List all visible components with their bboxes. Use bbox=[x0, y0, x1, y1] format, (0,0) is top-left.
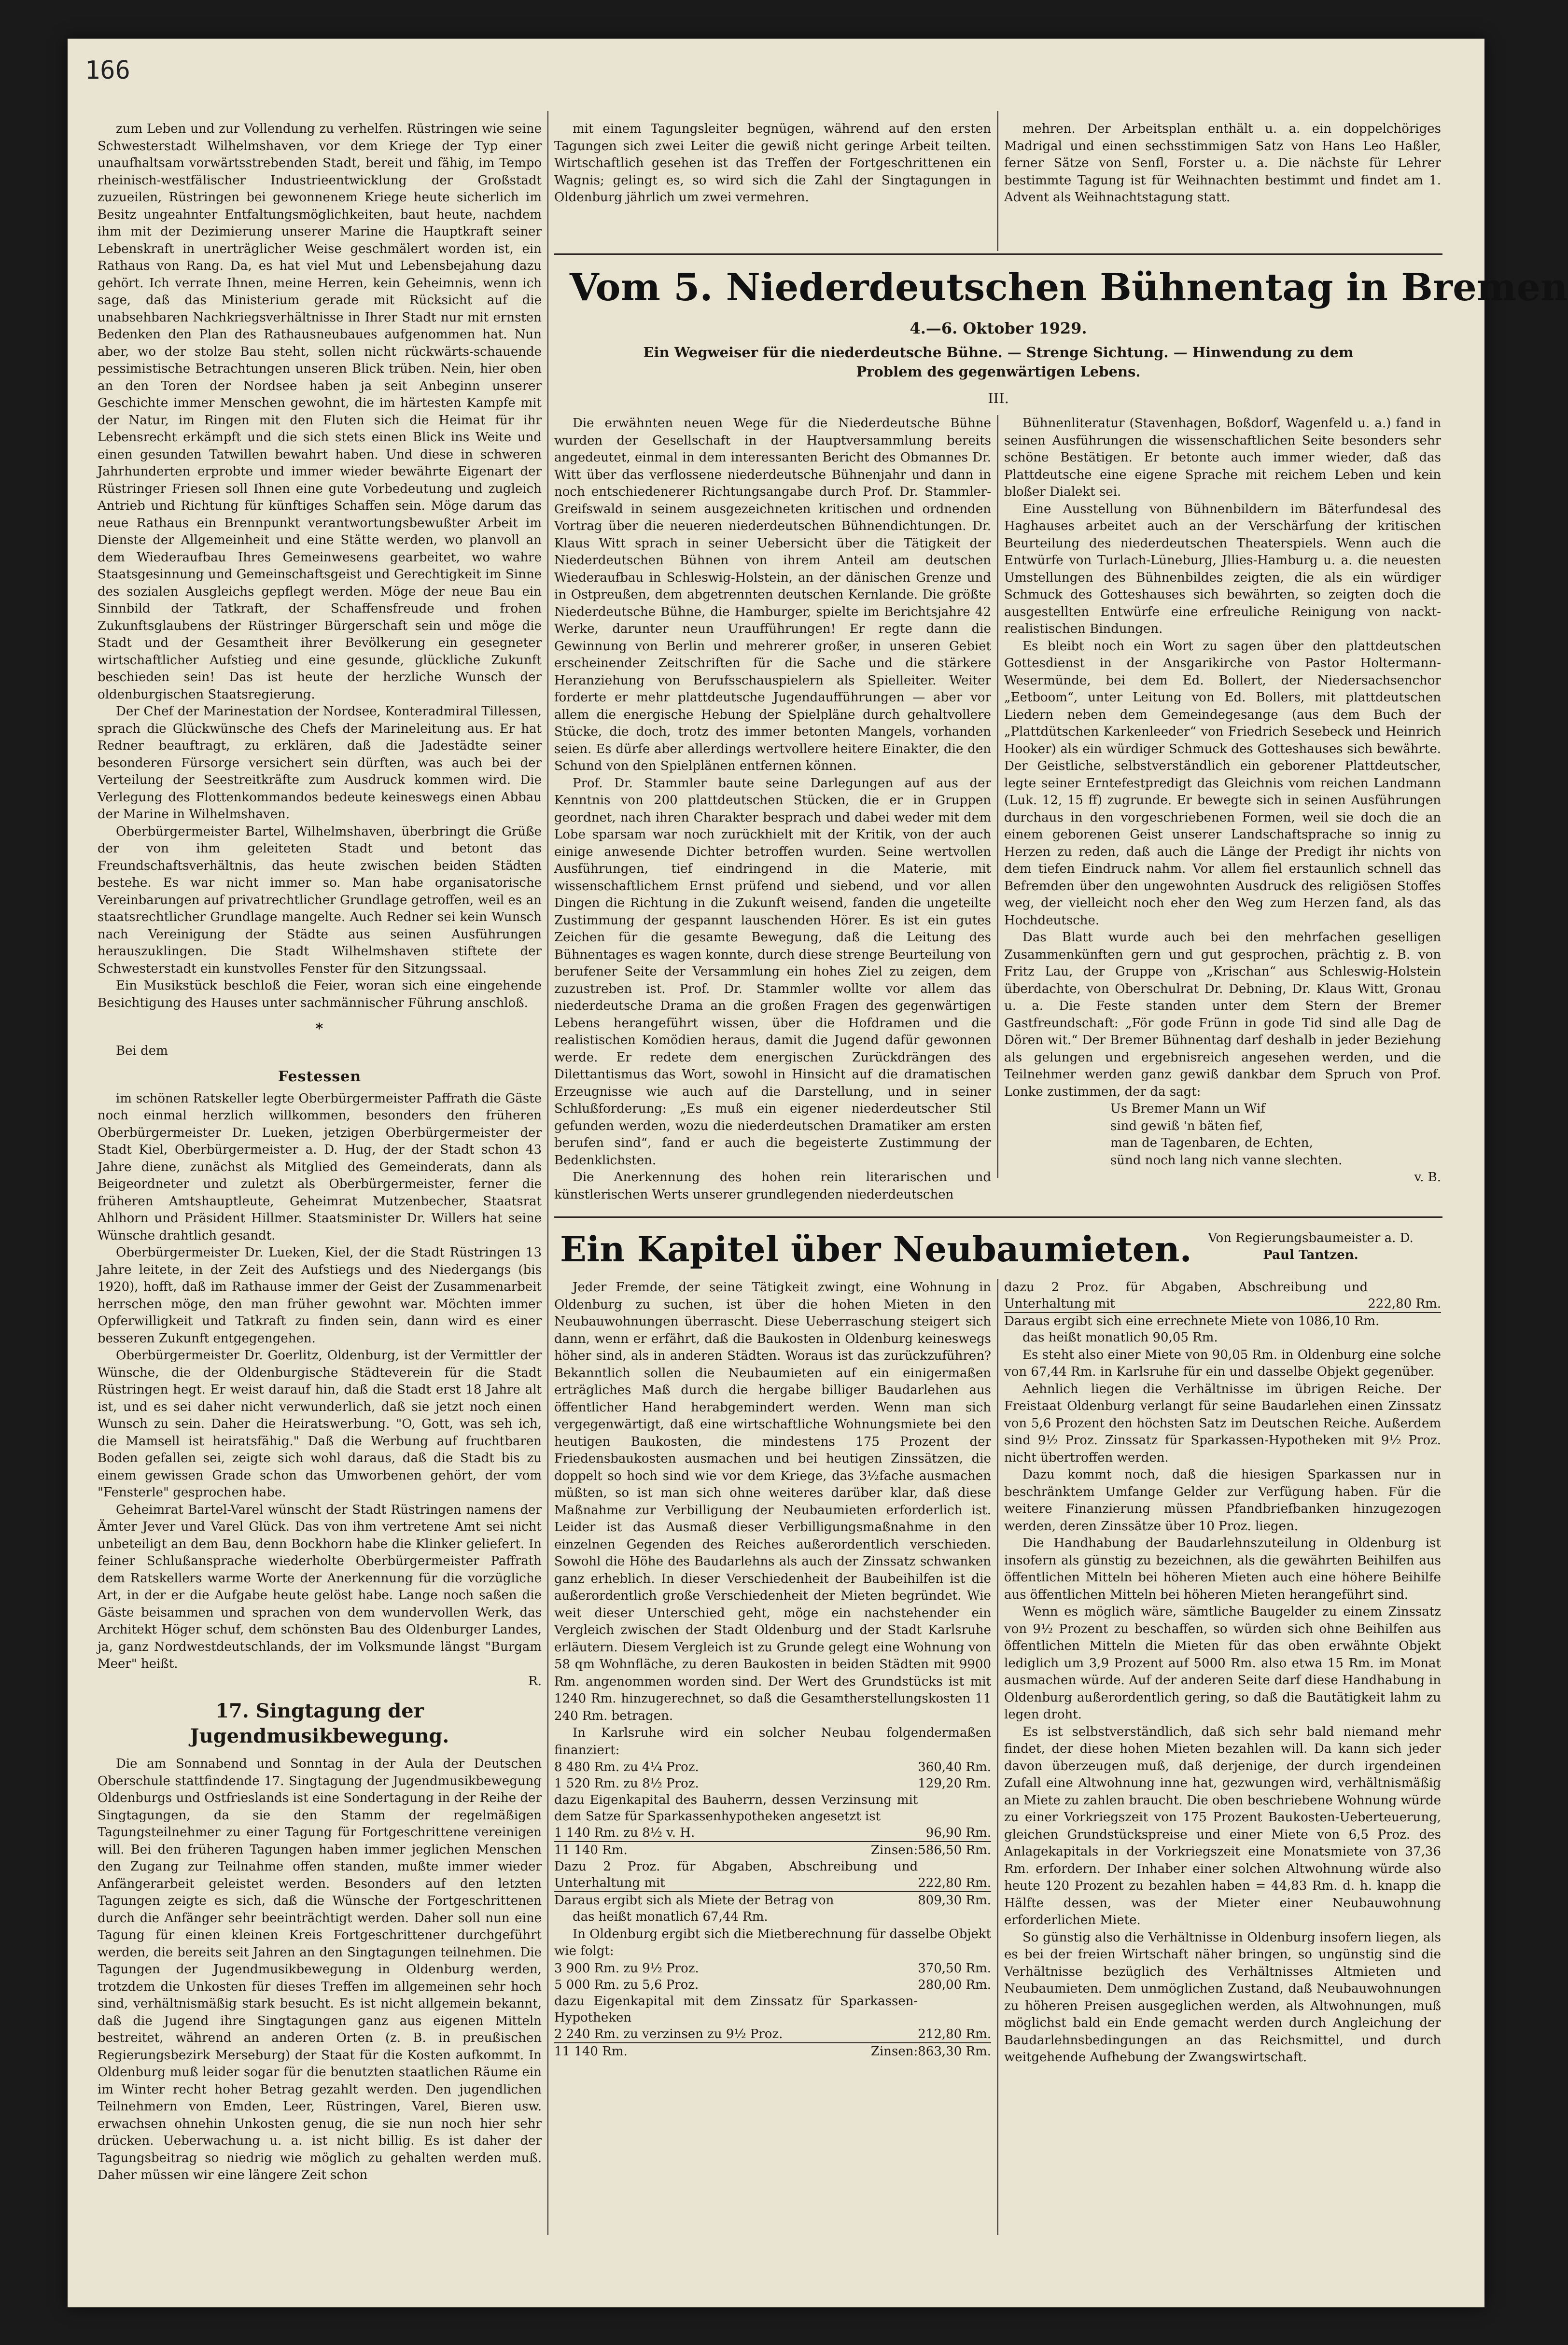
table-row: 11 140 Rm. Zinsen: 863,30 Rm. bbox=[554, 2043, 991, 2060]
paragraph: So günstig also die Verhältnisse in Oldenburg insofern liegen, als es bei der freien Wirtschaft näher bringen, so ungünstig sind die Verhältnisse bezüglich des Verhältnisses Altmieten und Neubaumieten. Dem unmöglichen Zustand, daß Neubauwohnungen zu höheren Preisen ausgeglichen werden, als Altwohnungen, muß möglichst bald ein Ende gemacht werden durch Angleichung der Baudarlehnsbedingungen an das Reichsmittel, und durch weitgehende Aufhebung der Zwangswirtschaft. bbox=[1004, 1930, 1441, 2065]
paragraph: Oberbürgermeister Bartel, Wilhelmshaven, überbringt die Grüße der von ihm geleiteten Stadt und betont das Freundschaftsverhältnis, das heute zwischen beiden Städten bestehe. Es war nicht immer so. Man habe organisatorische Vereinbarungen auf privatrechtlicher Grundlage getroffen, weil es an staatsrechtlicher Grundlage mangelte. Auch Redner sei kein Wunsch nach Vereinigung der Städte aus seinen Ausführungen herauszuklingen. Die Stadt Wilhelmshaven stiftete der Schwesterstadt ein kunstvolles Fenster für den Sitzungssaal. bbox=[98, 824, 542, 976]
article1-right bbox=[1004, 415, 1441, 1185]
signature: R. bbox=[528, 1674, 542, 1689]
divider-star: * bbox=[315, 1020, 324, 1037]
paragraph: Der Chef der Marinestation der Nordsee, Konteradmiral Tillessen, sprach die Glückwünsche des Chefs der Marineleitung aus. Er hat Redner beauftragt, zu erklären, daß die Jadestädte seiner besonderen Fürsorge versichert sein dürften, was auch bei der Verteilung der Seestreitkräfte zum Ausdruck kommen wird. Die Verlegung des Flottenkommandos bedeute keineswegs einen Abbau der Marine in Wilhelmshaven. bbox=[98, 704, 542, 822]
paragraph: das heißt monatlich 67,44 Rm. bbox=[573, 1910, 768, 1924]
finance-table-karlsruhe bbox=[554, 1759, 991, 1909]
finance-table-oldenburg-cont bbox=[1004, 1279, 1441, 1329]
paragraph: mit einem Tagungsleiter begnügen, während auf den ersten Tagungen sich zwei Leiter die gewiß nicht geringe Arbeit teilten. Wirtschaftlich gesehen ist das Treffen der Fortgeschrittenen ein Wagnis; gelingt es, so wird sich die Zahl der Singtagungen in Oldenburg jährlich um zwei vermehren. bbox=[554, 122, 991, 205]
paragraph: Es steht also einer Miete von 90,05 Rm. in Oldenburg eine solche von 67,44 Rm. in Karlsruhe für ein und dasselbe Objekt gegenüber. bbox=[1004, 1347, 1441, 1379]
paragraph: mehren. Der Arbeitsplan enthält u. a. ein doppelchöriges Madrigal und einen sechsstimmigen Satz von Hans Leo Haßler, ferner Sätze von Senfl, Forster u. a. Die nächste für Lehrer bestimmte Tagung ist für Weihnachten bestimmt und findet am 1. Advent als Weihnachtstagung statt. bbox=[1004, 122, 1441, 205]
paragraph: Das Blatt wurde auch bei den mehrfachen geselligen Zusammenkünften gern und gut gesprochen, prächtig z. B. von Fritz Lau, der Gruppe von „Krischan“ aus Schleswig-Holstein überdachte, von Oberschulrat Dr. Debning, Dr. Klaus Witt, Gronau u. a. Die Feste standen unter dem Stern der Bremer Gastfreundschaft: „För gode Frünn in gode Tid sind alle Dag de Dören wit.“ Der Bremer Bühnentag darf deshalb in jeder Beziehung als gelungen und ergebnisreich angesehen werden, und die Teilnehmer werden ganz gewiß dankbar dem Spruch von Prof. Lonke zustimmen, der da sagt: bbox=[1004, 930, 1441, 1099]
paragraph: Die am Sonnabend und Sonntag in der Aula der Deutschen Oberschule stattfindende 17. Singtagung der Jugendmusikbewegung Oldenburgs und Ostfrieslands ist eine Sondertagung in der Reihe der Singtagungen, da sie den Stamm der regelmäßigen Tagungsteilnehmer zu einer Tagung für Fortgeschrittene vereinigen will. Bei den früheren Tagungen haben immer jeglichen Menschen den Zugang zur Teilnahme offen standen, mußte immer wieder Anfängerarbeit geleistet werden. Besonders auf den letzten Tagungen zeigte es sich, daß die Wünsche der Fortgeschrittenen durch die Anfänger sehr beeinträchtigt werden. Daher soll nun eine Tagung für einen kleinen Kreis Fortgeschrittener durchgeführt werden, die bereits seit Jahren an den Singtagungen teilnehmen. Die Tagungen der Jugendmusikbewegung in Oldenburg werden, trotzdem die Unkosten für dieses Treffen im allgemeinen sehr hoch sind, verhältnismäßig stark besucht. Es ist nicht allgemein bekannt, daß die Jugend ihre Singtagungen ganz aus eigenen Mitteln bestreitet, während an anderen Orten (z. B. in preußischen Regierungsbezirk Merseburg) der Staat für die Kosten aufkommt. In Oldenburg muß leider sogar für die benutzten staatlichen Räume ein im Winter recht hoher Betrag gezahlt werden. Den jugendlichen Teilnehmern von Emden, Leer, Rüstringen, Varel, Bieren usw. erwachsen ohnehin Unkosten genug, die sie nun noch hier sehr drücken. Ueberwachung u. a. ist nicht billig. Es ist daher der Tagungsbeitrag so niedrig wie möglich zu gehalten werden muß. Daher müssen wir eine längere Zeit schon bbox=[98, 1757, 542, 2182]
article-subtitle: Ein Wegweiser für die niederdeutsche Bühne. — Strenge Sichtung. — Hinwendung zu dem bbox=[643, 344, 1354, 361]
table-row: 1 140 Rm. zu 8½ v. H. 96,90 Rm. bbox=[554, 1826, 991, 1840]
paragraph: Geheimrat Bartel-Varel wünscht der Stadt Rüstringen namens der Ämter Jever und Varel Glück. Das von ihm vertretene Amt sei nicht unbeteiligt an dem Bau, denn Bockhorn habe die Klinker geliefert. In feiner Schlußansprache wiederholte Oberbürgermeister Paffrath dem Ratskellers warme Worte der Anerkennung für die vorzügliche Art, in der er die Aufgabe heute gelöst habe. Lange noch saßen die Gäste beisammen und sprachen von dem wundervollen Werk, das Architekt Höger schuf, dem schönsten Bau des Oldenburger Landes, ja, ganz Nordwestdeutschlands, der im Volksmunde längst "Burgam Meer" heißt. bbox=[98, 1502, 542, 1671]
paragraph: Oberbürgermeister Dr. Goerlitz, Oldenburg, ist der Vermittler der Wünsche, die der Oldenburgische Städteverein für die Stadt Rüstringen hegt. Er weist darauf hin, daß die Stadt erst 18 Jahre alt ist, und es sei daher nicht verwunderlich, daß sie jetzt noch einen Wunsch zu sein. Daher die Heiratswerbung. "O, Gott, was seh ich, die Mamsell ist heiratsfähig." Daß die Werbung auf fruchtbaren Boden gefallen sei, zeigte sich wohl daraus, daß die Stadt bis zu einem gewissen Grade schon das Umworbenen gehört, der vom "Fensterle" gesprochen habe. bbox=[98, 1348, 542, 1500]
paragraph: Eine Ausstellung von Bühnenbildern im Bäterfundesal des Haghauses arbeitet auch an der Verschärfung der kritischen Beurteilung des niederdeutschen Theaterspiels. Wenn auch die Entwürfe von Turlach-Lüneburg, Jllies-Hamburg u. a. die neuesten Umstellungen des Bühnenbildes zeigten, die als ein würdiger Schmuck des Gotteshauses sich bewährten, so zeigten doch die ausgestellten Entwürfe eine erfreuliche Reinigung von nackt-realistischen Bindungen. bbox=[1004, 502, 1441, 636]
paragraph: Wenn es möglich wäre, sämtliche Baugelder zu einem Zinssatz von 9½ Prozent zu beschaffen, so würden sich ohne Beihilfen aus öffentlichen Mitteln die Mieten für das oben erwähnte Objekt lediglich um 3,9 Prozent auf 5000 Rm. also etwa 15 Rm. im Monat ausmachen würde. Auf der anderen Seite darf diese Handhabung in Oldenburg außerordentlich gering, so daß die Bautätigkeit lahm zu legen droht. bbox=[1004, 1605, 1441, 1722]
byline: Von Regierungsbaumeister a. D. bbox=[1208, 1231, 1414, 1245]
table-row: dazu 2 Proz. für Abgaben, Abschreibung und Unterhaltung mit 222,80 Rm. bbox=[1004, 1280, 1441, 1311]
column-rule bbox=[997, 415, 998, 1178]
paragraph: das heißt monatlich 90,05 Rm. bbox=[1022, 1330, 1218, 1345]
paragraph: Es ist selbstverständlich, daß sich sehr bald niemand mehr findet, der diese hohen Mieten bezahlen will. Da kann sich jeder davon überzeugen muß, daß derjenige, der durch irgendeinen Zufall eine Altwohnung inne hat, gezwungen wird, verhältnismäßig an Miete zu zahlen braucht. Die oben beschriebene Wohnung würde zu einer Vorkriegszeit von 175 Prozent Baukosten-Ueberteuerung, gleichen Grundstückspreise und einer Miete von 6,5 Proz. des Anlagekapitals in der Vorkriegszeit eine Monatsmiete von 37,36 Rm. erfordern. Der Inhaber einer solchen Altwohnung würde also heute 120 Prozent zu bezahlen haben = 44,83 Rm. d. h. knapp die Hälfte dessen, was der Mieter einer Neubauwohnung erforderlichen Miete. bbox=[1004, 1724, 1441, 1927]
section-heading: Festessen bbox=[278, 1068, 362, 1085]
newspaper-page bbox=[68, 39, 1568, 2307]
article2-right bbox=[1004, 1279, 1441, 2235]
paragraph: Bühnenliteratur (Stavenhagen, Boßdorf, Wagenfeld u. a.) fand in seinen Ausführungen die wissenschaftlichen Seite besonders sehr schöne Bestätigen. Er betonte auch immer wieder, daß das Plattdeutsche eine eigene Sprache mit reichem Leben und kein bloßer Dialekt sei. bbox=[1004, 416, 1441, 499]
paragraph: Dazu kommt noch, daß die hiesigen Sparkassen nur in beschränktem Umfange Gelder zur Verfügung haben. Für die weitere Finanzierung müssen Pfandbriefbanken hinzugezogen werden, deren Zinssätze über 10 Proz. liegen. bbox=[1004, 1467, 1441, 1534]
article1-left bbox=[554, 415, 991, 1202]
article-part: III. bbox=[988, 390, 1009, 406]
table-row: 11 140 Rm. Zinsen: 586,50 Rm. bbox=[554, 1842, 991, 1858]
paragraph: Jeder Fremde, der seine Tätigkeit zwingt, eine Wohnung in Oldenburg zu suchen, ist über die hohen Mieten in den Neubauwohnungen überrascht. Diese Ueberraschung steigert sich dann, wenn er erfährt, daß die Baukosten in Oldenburg keineswegs höher sind, als in anderen Städten. Woraus ist das zurückzuführen? Bekanntlich sollen die Neubaumieten auf ein einigermaßen erträgliches Maß durch die hergabe billiger Baudarlehen aus öffentlicher Hand herabgemindert werden. Wenn man sich vergegenwärtigt, daß eine wirtschaftliche Wohnungsmiete bei den heutigen Baukosten, die mindestens 175 Prozent der Friedensbaukosten ausmachen und bei heutigen Zinssätzen, die doppelt so hoch sind wie vor dem Kriege, das 3½fache ausmachen müßten, so ist man sich ohne weiteres darüber klar, daß diese Maßnahme zur Verbilligung der Neubaumieten erforderlich ist. Leider ist das Ausmaß dieser Verbilligungsmaßnahme in den einzelnen Gegenden des Reiches außerordentlich verschieden. Sowohl die Höhe des Baudarlehns als auch der Zinssatz schwanken ganz erheblich. In dieser Verschiedenheit der Baubeihilfen ist die außerordentlich große Verschiedenheit der Mieten begründet. Wie weit dieser Unterschied geht, möge ein nachstehender ein Vergleich zwischen der Stadt Oldenburg und der Stadt Karlsruhe erläutern. Diesem Vergleich ist zu Grunde gelegt eine Wohnung von 58 qm Wohnfläche, zu deren Baukosten in beiden Städten mit 9900 Rm. angenommen worden sind. Der Wert des Grundstücks ist mit 1240 Rm. hinzugerechnet, so daß die Gesamtherstellungskosten 11 240 Rm. betragen. bbox=[554, 1280, 991, 1723]
column-right-top bbox=[1004, 121, 1441, 246]
paragraph: im schönen Ratskeller legte Oberbürgermeister Paffrath die Gäste noch einmal herzlich willkommen, besonders den früheren Oberbürgermeister Dr. Lueken, jetzigen Oberbürgermeister der Stadt Kiel, Oberbürgermeister a. D. Hug, der der Stadt schon 43 Jahre diene, zunächst als Mitglied des Gemeinderats, dann als Beigeordneter und zuletzt als Oberbürgermeister, ferner die früheren Amtshauptleute, Geheimrat Mutzenbecher, Staatsrat Ahlhorn und Präsident Hillmer. Staatsminister Dr. Willers hat seine Wünsche drahtlich gesandt. bbox=[98, 1091, 542, 1243]
byline-author: Paul Tantzen. bbox=[1263, 1248, 1358, 1262]
table-row: Dazu 2 Proz. für Abgaben, Abschreibung und Unterhaltung mit 222,80 Rm. bbox=[554, 1859, 991, 1890]
paragraph: zum Leben und zur Vollendung zu verhelfen. Rüstringen wie seine Schwesterstadt Wilhelmshaven, vor dem Kriege der Typ einer unaufhaltsam vorwärtsstrebenden Stadt, bereit und fähig, im Tempo rheinisch-westfälischer Industrieentwicklung der Großstadt zuzueilen, Rüstringen bei gewonnenem Kriege heute sicherlich im Besitz ungeahnter Entfaltungsmöglichkeiten, baut heute, nachdem ihm mit der Dezimierung unserer Marine die Hauptkraft seiner Lebenskraft in unerträglicher Weise geschmälert worden ist, ein Rathaus von Rang. Da, es hat viel Mut und Lebensbejahung dazu gehört. Ich verrate Ihnen, meine Herren, kein Geheimnis, wenn ich sage, daß das Ministerium gerade mit Rücksicht auf die unabsehbaren Nachkriegsverhältnisse in Ihrer Stadt nur mit ernsten Bedenken den Plan des Rathausneubaues aufgenommen hat. Nun aber, wo der stolze Bau steht, sollen nicht rückwärts-schauende pessimistische Betrachtungen unseren Blick trüben. Nein, hier oben an den Toren der Nordsee haben ja seit Anbeginn unserer Geschichte immer Menschen gewohnt, die im härtesten Kampfe mit der Natur, im Ringen mit den Fluten sich die Heimat für ihr Lebensrecht erkämpft und die sich stets einen Blick ins Weite und einen gesunden Tatwillen bewahrt haben. Und diese in schweren Jahrhunderten erprobte und immer wieder bewährte Eigenart der Rüstringer Friesen soll Ihnen eine gute Vorbedeutung und zugleich Antrieb und Richtung für künftiges Schaffen sein. Möge darum das neue Rathaus ein Brennpunkt verantwortungsbewußter Arbeit im Dienste der Allgemeinheit und eine Stätte werden, wo planvoll an dem Wiederaufbau Ihres Gemeinwesens gearbeitet, wo wahre Staatsgesinnung und Gemeinschaftsgeist und Gerechtigkeit im Sinne des sozialen Ausgleichs gepflegt werden. Möge der neue Bau ein Sinnbild der Tatkraft, der Schaffensfreude und frohen Zukunftsglaubens der Rüstringer Bürgerschaft sein und möge die Stadt und der Gesamtheit ihrer Bevölkerung ein gesegneter wirtschaftlicher Aufstieg und eine gesunde, glückliche Zukunft beschieden sein! Das ist heute der herzliche Wunsch der oldenburgischen Staatsregierung. bbox=[98, 122, 542, 702]
poem-line: sind gewiß 'n bäten fief, bbox=[1110, 1118, 1263, 1133]
column-rule bbox=[997, 111, 998, 251]
column-rule bbox=[547, 111, 548, 2235]
table-row: 2 240 Rm. zu verzinsen zu 9½ Proz. 212,80 Rm. bbox=[554, 2026, 991, 2041]
table-row: dazu Eigenkapital des Bauherrn, dessen Verzinsung mit dem Satze für Sparkassenhypotheken angesetzt ist bbox=[554, 1793, 918, 1824]
article-heading: 17. Singtagung der Jugendmusikbewegung. bbox=[190, 1700, 449, 1747]
headline: Vom 5. Niederdeutschen Bühnentag in Bremen bbox=[570, 265, 1568, 309]
paragraph: Es bleibt noch ein Wort zu sagen über den plattdeutschen Gottesdienst in der Ansgarikirche von Pastor Holtermann-Wesermünde, bei dem Ed. Bollert, der Niedersachsenchor „Eetboom“, unter Leitung von Ed. Bollers, mit plattdeutschen Liedern neben dem Gemeindegesange (aus dem Buch der „Plattdütschen Karkenleeder“ von Friedrich Sesebeck und Heinrich Hooker) als ein würdiger Schmuck des Gotteshauses sich bewährte. Der Geistliche, selbstverständlich ein geborener Plattdeutscher, legte seiner Erntefestpredigt das Gleichnis vom reichen Landmann (Luk. 12, 15 ff) zugrunde. Er bewegte sich in seinen Ausführungen durchaus in den vorgeschriebenen Formen, weil sie doch die an einem geborenen Geist unserer Landschaftsprache so innig zu Herzen zu reden, daß auch die Länge der Predigt ihr nichts von dem tiefen Eindruck nahm. Vor allem fiel erstaunlich schnell das Befremden über den ungewohnten Ausdruck des religiösen Stoffes weg, der vielleicht noch eher den Weg zum Herzen fand, als das Hochdeutsche. bbox=[1004, 639, 1441, 928]
article-date: 4.—6. Oktober 1929. bbox=[910, 319, 1087, 337]
paragraph: Die Handhabung der Baudarlehnszuteilung in Oldenburg ist insofern als günstig zu bezeichnen, als die gewährten Beihilfen aus öffentlichen Mitteln bei höheren Mieten auch eine höhere Beihilfe aus öffentlichen Mitteln bei höheren Mieten herangeführt sind. bbox=[1004, 1536, 1441, 1602]
paragraph: Aehnlich liegen die Verhältnisse im übrigen Reiche. Der Freistaat Oldenburg verlangt für seine Baudarlehen einen Zinssatz von 5,6 Prozent den höchsten Satz im Deutschen Reiche. Außerdem sind 9½ Proz. Zinssatz für Sparkassen-Hypotheken mit 9½ Proz. nicht übertroffen werden. bbox=[1004, 1382, 1441, 1465]
headline: Ein Kapitel über Neubaumieten. bbox=[560, 1228, 1192, 1270]
paragraph: In Karlsruhe wird ein solcher Neubau folgendermaßen finanziert: bbox=[554, 1726, 991, 1758]
section-rule bbox=[554, 253, 1442, 255]
signature: v. B. bbox=[1414, 1170, 1441, 1185]
paragraph: Die erwähnten neuen Wege für die Niederdeutsche Bühne wurden der Gesellschaft in der Hauptversammlung bereits angedeutet, einmal in dem interessanten Bericht des Obmannes Dr. Witt über das verflossene niederdeutsche Bühnenjahr und dann in noch entschiedenerer Richtungsangabe durch Prof. Dr. Stammler-Greifswald in seinem ausgezeichneten kritischen und ordnenden Vortrag über die neueren niederdeutschen Bühnendichtungen. Dr. Klaus Witt sprach in seiner Uebersicht über die Tätigkeit der Niederdeutschen Bühnen von ihrem Anteil am deutschen Wiederaufbau in Schleswig-Holstein, an der dänischen Grenze und in Ostpreußen, dem abgetrennten deutschen Kernlande. Die größte Niederdeutsche Bühne, die Hamburger, spielte im Berichtsjahre 42 Werke, darunter neun Uraufführungen! Er regte dann die Gewinnung von Berlin und mehrerer großer, in unseren Gebiet erscheinender Zeitschriften für die Sache und die stärkere Heranziehung von Berufsschauspielern als Spielleiter. Weiter forderte er mehr plattdeutsche Jugendaufführungen — aber vor allem die energische Hebung der Spielpläne durch gehaltvollere Stücke, die doch, trotz des immer betonten Mangels, vorhanden seien. Es dürfe aber allerdings wertvollere heitere Einakter, die den Schund von den Spielplänen entfernen können. bbox=[554, 416, 991, 773]
column-rule bbox=[997, 1279, 998, 2235]
poem-line: Us Bremer Mann un Wif bbox=[1110, 1102, 1266, 1116]
paragraph: Ein Musikstück beschloß die Feier, woran sich eine eingehende Besichtigung des Hauses unter sachmännischer Führung anschloß. bbox=[98, 978, 542, 1010]
table-row: dazu Eigenkapital mit dem Zinssatz für Sparkassen-Hypotheken bbox=[554, 1994, 918, 2025]
table-row: Daraus ergibt sich als Miete der Betrag von 809,30 Rm. bbox=[554, 1892, 991, 1909]
column-middle-top bbox=[554, 121, 991, 246]
table-row: 3 900 Rm. zu 9½ Proz. 370,50 Rm. bbox=[554, 1961, 991, 1976]
paragraph: Die Anerkennung des hohen rein literarischen und künstlerischen Werts unserer grundlegenden niederdeutschen bbox=[554, 1170, 991, 1202]
table-row: 1 520 Rm. zu 8½ Proz. 129,20 Rm. bbox=[554, 1776, 991, 1791]
paragraph: Prof. Dr. Stammler baute seine Darlegungen auf aus der Kenntnis von 200 plattdeutschen Stücken, die er in Gruppen geordnet, nach ihren Charakter besprach und dabei weder mit dem Lobe sparsam war noch zurückhielt mit der Kritik, von der auch einige anwesende Dichter betroffen wurden. Seine wertvollen Ausführungen, tief eindringend in die Materie, mit wissenschaftlichem Ernst prüfend und siebend, und vor allen Dingen die Richtung in die Zukunft weisend, fanden die ungeteilte Zustimmung der gespannt lauschenden Hörer. Es ist ein gutes Zeichen für die gesamte Bewegung, daß die Leitung des Bühnentages es wagen konnte, durch diese strenge Beurteilung von berufener Seite der Versammlung ein hohes Ziel zu zeigen, dem zuzustreben ist. Prof. Dr. Stammler wollte vor allem das niederdeutsche Drama an die großen Fragen des gegenwärtigen Lebens herangeführt wissen, über die Hofdramen und die realistischen Komödien heraus, damit die Jugend dafür gewonnen werde. Er redete dem energischen Zurückdrängen des Dilettantismus das Wort, sowohl in Hinsicht auf die dramatischen Erzeugnisse wie auch auf die Darstellung, und in seiner Schlußforderung: „Es muß ein eigener niederdeutscher Stil gefunden werden, wozu die niederdeutschen Dramatiker am ersten berufen sind“, fand er auch die begeisterte Zustimmung der Bedenklichsten. bbox=[554, 776, 991, 1168]
article-subtitle: Problem des gegenwärtigen Lebens. bbox=[856, 363, 1141, 380]
article2-left bbox=[554, 1279, 991, 2235]
finance-table-oldenburg bbox=[554, 1960, 991, 2060]
page-number: 166 bbox=[85, 56, 130, 85]
column-left bbox=[98, 121, 542, 2225]
table-row: 5 000 Rm. zu 5,6 Proz. 280,00 Rm. bbox=[554, 1977, 991, 1992]
paragraph: In Oldenburg ergibt sich die Mietberechnung für dasselbe Objekt wie folgt: bbox=[554, 1926, 991, 1958]
section-rule bbox=[554, 1216, 1442, 1218]
poem-line: sünd noch lang nich vanne slechten. bbox=[1110, 1153, 1343, 1168]
poem-line: man de Tagenbaren, de Echten, bbox=[1110, 1136, 1313, 1150]
paragraph: Oberbürgermeister Dr. Lueken, Kiel, der die Stadt Rüstringen 13 Jahre leitete, in der Zeit des Aufstiegs und des Niedergangs (bis 1920), hofft, daß im Rathause immer der Geist der Zusammenarbeit herrschen möge, den man früher gewohnt war. Möchten immer Opferwilligkeit und Tatkraft zu finden sein, dann wird es einer besseren Zukunft entgegengehen. bbox=[98, 1245, 542, 1346]
table-row: Daraus ergibt sich eine errechnete Miete von 1086,10 Rm. bbox=[1004, 1312, 1441, 1329]
table-row: 8 480 Rm. zu 4¼ Proz. 360,40 Rm. bbox=[554, 1760, 991, 1774]
paragraph: Bei dem bbox=[116, 1043, 168, 1058]
